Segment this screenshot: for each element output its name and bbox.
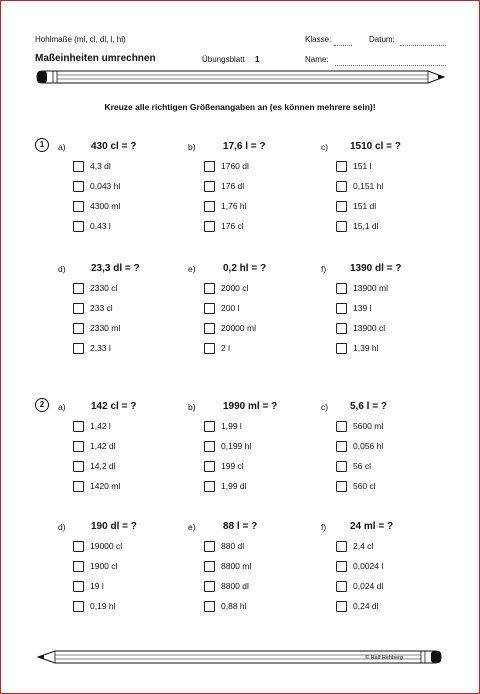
exercise-number-badge: 2 — [35, 398, 49, 412]
answer-checkbox[interactable] — [336, 181, 347, 192]
answer-option-text: 2 l — [221, 343, 230, 353]
answer-option[interactable] — [336, 580, 383, 592]
answer-checkbox[interactable] — [336, 303, 347, 314]
answer-option[interactable] — [336, 480, 376, 492]
answer-option[interactable] — [204, 220, 244, 232]
answer-option[interactable] — [204, 302, 239, 314]
answer-option[interactable] — [204, 580, 249, 592]
task-question: 430 cl = ? — [91, 141, 137, 152]
answer-option-text: 0,056 hl — [353, 441, 384, 451]
answer-checkbox[interactable] — [204, 421, 215, 432]
answer-checkbox[interactable] — [336, 161, 347, 172]
answer-option-text: 1,99 dl — [221, 481, 247, 491]
answer-option-text: 5600 ml — [353, 421, 384, 431]
answer-option-text: 20000 ml — [221, 323, 256, 333]
answer-option[interactable] — [336, 282, 388, 294]
answer-option-text: 56 cl — [353, 461, 371, 471]
answer-option-text: 0,151 hl — [353, 181, 384, 191]
top-pencil-icon — [37, 71, 444, 83]
answer-option[interactable] — [336, 540, 373, 552]
answer-checkbox[interactable] — [73, 323, 84, 334]
answer-option-text: 1900 cl — [90, 561, 118, 571]
answer-checkbox[interactable] — [73, 561, 84, 572]
task-label: d) — [58, 522, 66, 532]
answer-checkbox[interactable] — [336, 343, 347, 354]
answer-checkbox[interactable] — [336, 461, 347, 472]
answer-option-text: 0,043 hl — [90, 181, 121, 191]
answer-option[interactable] — [73, 282, 117, 294]
answer-option[interactable] — [73, 302, 113, 314]
answer-option-text: 19 l — [90, 581, 104, 591]
task-label: e) — [188, 522, 196, 532]
answer-option[interactable] — [73, 322, 120, 334]
answer-checkbox[interactable] — [336, 221, 347, 232]
answer-option-text: 2330 ml — [90, 323, 121, 333]
answer-option[interactable] — [73, 200, 120, 212]
answer-option-text: 0,88 hl — [221, 601, 247, 611]
answer-option-text: 2,33 l — [90, 343, 111, 353]
task-label: a) — [58, 402, 66, 412]
answer-checkbox[interactable] — [204, 181, 215, 192]
answer-option[interactable] — [204, 460, 244, 472]
answer-option[interactable] — [204, 480, 247, 492]
answer-option[interactable] — [204, 180, 244, 192]
task-label: a) — [58, 142, 66, 152]
task-label: f) — [321, 264, 327, 274]
name-label: Name: — [305, 55, 329, 64]
answer-checkbox[interactable] — [204, 581, 215, 592]
answer-option-text: 151 l — [353, 161, 372, 171]
answer-option[interactable] — [336, 322, 385, 334]
answer-checkbox[interactable] — [204, 441, 215, 452]
answer-checkbox[interactable] — [204, 541, 215, 552]
answer-checkbox[interactable] — [336, 201, 347, 212]
answer-option[interactable] — [73, 180, 120, 192]
answer-checkbox[interactable] — [73, 441, 84, 452]
answer-option-text: 8800 ml — [221, 561, 252, 571]
answer-option-text: 151 dl — [353, 201, 377, 211]
answer-option-text: 2000 cl — [221, 283, 249, 293]
answer-checkbox[interactable] — [204, 323, 215, 334]
answer-option-text: 19000 cl — [90, 541, 123, 551]
answer-checkbox[interactable] — [73, 601, 84, 612]
answer-checkbox[interactable] — [73, 461, 84, 472]
answer-option[interactable] — [336, 440, 383, 452]
answer-checkbox[interactable] — [73, 303, 84, 314]
exercise-number-badge: 1 — [35, 138, 49, 152]
answer-option[interactable] — [204, 160, 249, 172]
answer-option[interactable] — [73, 480, 120, 492]
task-question: 1510 cl = ? — [350, 141, 401, 152]
answer-option-text: 560 cl — [353, 481, 376, 491]
instruction-text: Kreuze alle richtigen Größenangaben an (es können mehrere sein)! — [104, 102, 376, 112]
task-label: c) — [321, 142, 329, 152]
task-label: f) — [321, 522, 327, 532]
answer-option-text: 176 cl — [221, 221, 244, 231]
answer-option[interactable] — [204, 282, 248, 294]
answer-checkbox[interactable] — [73, 161, 84, 172]
answer-checkbox[interactable] — [336, 323, 347, 334]
answer-checkbox[interactable] — [204, 303, 215, 314]
answer-option-text: 1,39 hl — [353, 343, 379, 353]
answer-option[interactable] — [73, 220, 111, 232]
answer-option[interactable] — [73, 600, 116, 612]
answer-option[interactable] — [336, 180, 383, 192]
answer-option-text: 1,76 hl — [221, 201, 247, 211]
answer-checkbox[interactable] — [73, 221, 84, 232]
answer-option[interactable] — [204, 322, 256, 334]
answer-option-text: 0,0024 l — [353, 561, 384, 571]
answer-checkbox[interactable] — [336, 541, 347, 552]
answer-checkbox[interactable] — [336, 283, 347, 294]
answer-option-text: 2,4 cl — [353, 541, 374, 551]
date-label: Datum: — [369, 35, 395, 44]
answer-option[interactable] — [73, 440, 116, 452]
answer-checkbox[interactable] — [336, 481, 347, 492]
answer-option[interactable] — [204, 600, 247, 612]
answer-option[interactable] — [73, 420, 111, 432]
task-label: d) — [58, 264, 66, 274]
answer-checkbox[interactable] — [336, 581, 347, 592]
task-question: 1390 dl = ? — [350, 263, 402, 274]
task-question: 88 l = ? — [223, 521, 258, 532]
sheet-label: Übungsblatt — [202, 55, 245, 64]
answer-checkbox[interactable] — [336, 441, 347, 452]
task-question: 24 ml = ? — [350, 521, 394, 532]
answer-option[interactable] — [204, 420, 242, 432]
answer-option-text: 1,99 l — [221, 421, 242, 431]
answer-option[interactable] — [336, 420, 383, 432]
answer-option-text: 199 cl — [221, 461, 244, 471]
answer-option-text: 13900 ml — [353, 283, 388, 293]
answer-checkbox[interactable] — [73, 201, 84, 212]
answer-option-text: 14,2 dl — [90, 461, 116, 471]
answer-checkbox[interactable] — [204, 201, 215, 212]
answer-option-text: 4,3 dl — [90, 161, 111, 171]
answer-checkbox[interactable] — [73, 541, 84, 552]
answer-option-text: 2330 cl — [90, 283, 118, 293]
answer-option-text: 0,19 hl — [90, 601, 116, 611]
answer-option[interactable] — [204, 440, 251, 452]
answer-option[interactable] — [73, 540, 122, 552]
answer-checkbox[interactable] — [336, 601, 347, 612]
answer-option-text: 139 l — [353, 303, 372, 313]
answer-option[interactable] — [204, 342, 230, 354]
answer-checkbox[interactable] — [204, 601, 215, 612]
task-question: 142 cl = ? — [91, 401, 137, 412]
answer-checkbox[interactable] — [73, 421, 84, 432]
page-title: Maßeinheiten umrechnen — [35, 53, 156, 64]
answer-option-text: 1420 ml — [90, 481, 121, 491]
answer-checkbox[interactable] — [73, 343, 84, 354]
answer-checkbox[interactable] — [204, 161, 215, 172]
answer-option-text: 200 l — [221, 303, 240, 313]
answer-checkbox[interactable] — [73, 181, 84, 192]
answer-checkbox[interactable] — [204, 221, 215, 232]
task-label: e) — [188, 264, 196, 274]
answer-option-text: 13900 cl — [353, 323, 386, 333]
answer-option-text: 8800 dl — [221, 581, 249, 591]
answer-option[interactable] — [73, 560, 117, 572]
answer-option[interactable] — [204, 560, 251, 572]
answer-option[interactable] — [336, 342, 379, 354]
answer-option[interactable] — [336, 560, 383, 572]
task-label: c) — [321, 402, 329, 412]
task-question: 190 dl = ? — [91, 521, 137, 532]
answer-checkbox[interactable] — [204, 461, 215, 472]
answer-option[interactable] — [73, 160, 111, 172]
answer-option[interactable] — [336, 302, 371, 314]
task-label: b) — [188, 142, 196, 152]
answer-checkbox[interactable] — [73, 283, 84, 294]
answer-option-text: 0,024 dl — [353, 581, 384, 591]
task-question: 0,2 hl = ? — [223, 263, 267, 274]
answer-option-text: 0,43 l — [90, 221, 111, 231]
sheet-number: 1 — [255, 55, 260, 64]
answer-option[interactable] — [336, 220, 379, 232]
class-label: Klasse: — [305, 35, 332, 44]
task-question: 1990 ml = ? — [223, 401, 278, 412]
answer-option[interactable] — [204, 540, 244, 552]
answer-option-text: 15,1 dl — [353, 221, 379, 231]
task-question: 23,3 dl = ? — [91, 263, 140, 274]
answer-option[interactable] — [336, 600, 379, 612]
answer-checkbox[interactable] — [204, 283, 215, 294]
answer-checkbox[interactable] — [204, 343, 215, 354]
answer-option-text: 176 dl — [221, 181, 245, 191]
answer-option-text: 1760 dl — [221, 161, 249, 171]
answer-option[interactable] — [336, 200, 376, 212]
answer-checkbox[interactable] — [336, 561, 347, 572]
answer-option-text: 1,42 dl — [90, 441, 116, 451]
task-question: 5,6 l = ? — [350, 401, 387, 412]
answer-option-text: 1,42 l — [90, 421, 111, 431]
answer-checkbox[interactable] — [73, 581, 84, 592]
answer-option-text: 0,199 hl — [221, 441, 252, 451]
answer-checkbox[interactable] — [204, 561, 215, 572]
answer-option-text: 0,24 dl — [353, 601, 379, 611]
answer-option[interactable] — [336, 460, 371, 472]
answer-option-text: 233 cl — [90, 303, 113, 313]
task-label: b) — [188, 402, 196, 412]
answer-option[interactable] — [73, 580, 104, 592]
copyright-text: © Ralf Rehberg — [365, 655, 403, 661]
answer-option[interactable] — [73, 342, 111, 354]
answer-checkbox[interactable] — [73, 481, 84, 492]
answer-checkbox[interactable] — [336, 421, 347, 432]
answer-checkbox[interactable] — [204, 481, 215, 492]
answer-option[interactable] — [73, 460, 116, 472]
answer-option-text: 4300 ml — [90, 201, 121, 211]
answer-option[interactable] — [204, 200, 247, 212]
task-question: 17,6 l = ? — [223, 141, 266, 152]
topic-label: Hohlmaße (ml, cl, dl, l, hl) — [35, 35, 126, 44]
answer-option-text: 880 dl — [221, 541, 245, 551]
answer-option[interactable] — [336, 160, 371, 172]
